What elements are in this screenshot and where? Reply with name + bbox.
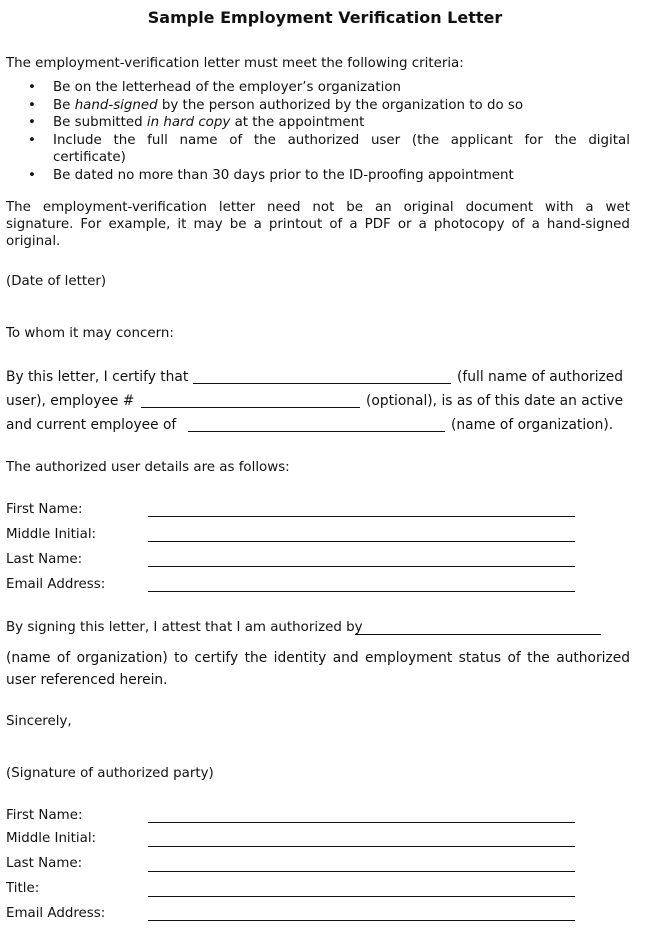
user-last-name-label: Last Name: <box>6 552 83 567</box>
bullet-icon: • <box>28 115 36 131</box>
signer-first-name-label: First Name: <box>6 808 83 823</box>
list-item-line: certificate) <box>53 150 126 166</box>
user-email-label: Email Address: <box>6 577 106 592</box>
certify-line-3-end: (name of organization). <box>451 417 614 433</box>
user-middle-initial-field[interactable] <box>148 541 575 542</box>
signer-last-name-label: Last Name: <box>6 856 83 871</box>
note-paragraph: The employment-verification letter need not be an original document with a wet signature. For example, it may be a printout of a PDF or a photocopy of a hand-signed original. <box>6 200 630 249</box>
signer-title-field[interactable] <box>148 896 575 897</box>
signer-last-name-field[interactable] <box>148 871 575 872</box>
criteria-list <box>6 79 630 185</box>
date-placeholder: (Date of letter) <box>6 274 107 289</box>
signer-first-name-field[interactable] <box>148 822 575 823</box>
bullet-icon: • <box>28 97 36 113</box>
attest-line-1: By signing this letter, I attest that I am authorized by <box>6 620 363 635</box>
details-intro: The authorized user details are as follows: <box>6 460 290 475</box>
certify-line-2-start: user), employee # <box>6 393 135 409</box>
document-title: Sample Employment Verification Letter <box>147 8 503 27</box>
signer-middle-initial-field[interactable] <box>148 846 575 847</box>
list-item: • Be submitted in hard copy at the appointment <box>28 115 365 131</box>
bullet-icon: • <box>28 80 36 95</box>
salutation: To whom it may concern: <box>6 326 174 341</box>
user-last-name-field[interactable] <box>148 566 575 567</box>
closing: Sincerely, <box>6 714 72 729</box>
certify-line-2-end: (optional), is as of this date an active <box>366 393 624 409</box>
signature-placeholder: (Signature of authorized party) <box>6 766 214 781</box>
bullet-icon: • <box>28 167 36 183</box>
criteria-intro: The employment-verification letter must meet the following criteria: <box>6 56 464 71</box>
user-middle-initial-label: Middle Initial: <box>6 527 97 542</box>
signer-title-label: Title: <box>6 881 40 896</box>
user-email-field[interactable] <box>148 591 575 592</box>
attest-organization-field[interactable] <box>355 621 601 635</box>
list-item-line: Include the full name of the authorized user (the applicant for the digital <box>53 132 630 148</box>
attest-paragraph: (name of organization) to certify the identity and employment status of the authorized user referenced herein. <box>6 650 630 688</box>
employee-number-field[interactable] <box>141 394 360 408</box>
list-item: • Be hand-signed by the person authorized by the organization to do so <box>28 97 524 113</box>
signer-email-field[interactable] <box>148 920 575 921</box>
authorized-user-name-field[interactable] <box>193 370 451 384</box>
certify-line-3-start: and current employee of <box>6 417 177 433</box>
list-item: • Be dated no more than 30 days prior to the ID-proofing appointment <box>28 167 514 183</box>
certify-line-1-end: (full name of authorized <box>457 369 624 385</box>
organization-name-field[interactable] <box>188 418 445 432</box>
signer-email-label: Email Address: <box>6 906 106 921</box>
certify-line-1-start: By this letter, I certify that <box>6 369 189 385</box>
list-item <box>6 132 630 167</box>
bullet-icon: • <box>28 132 36 148</box>
user-first-name-label: First Name: <box>6 502 83 517</box>
user-first-name-field[interactable] <box>148 516 575 517</box>
list-item: • Be on the letterhead of the employer’s organization <box>28 80 402 95</box>
signer-middle-initial-label: Middle Initial: <box>6 831 97 846</box>
